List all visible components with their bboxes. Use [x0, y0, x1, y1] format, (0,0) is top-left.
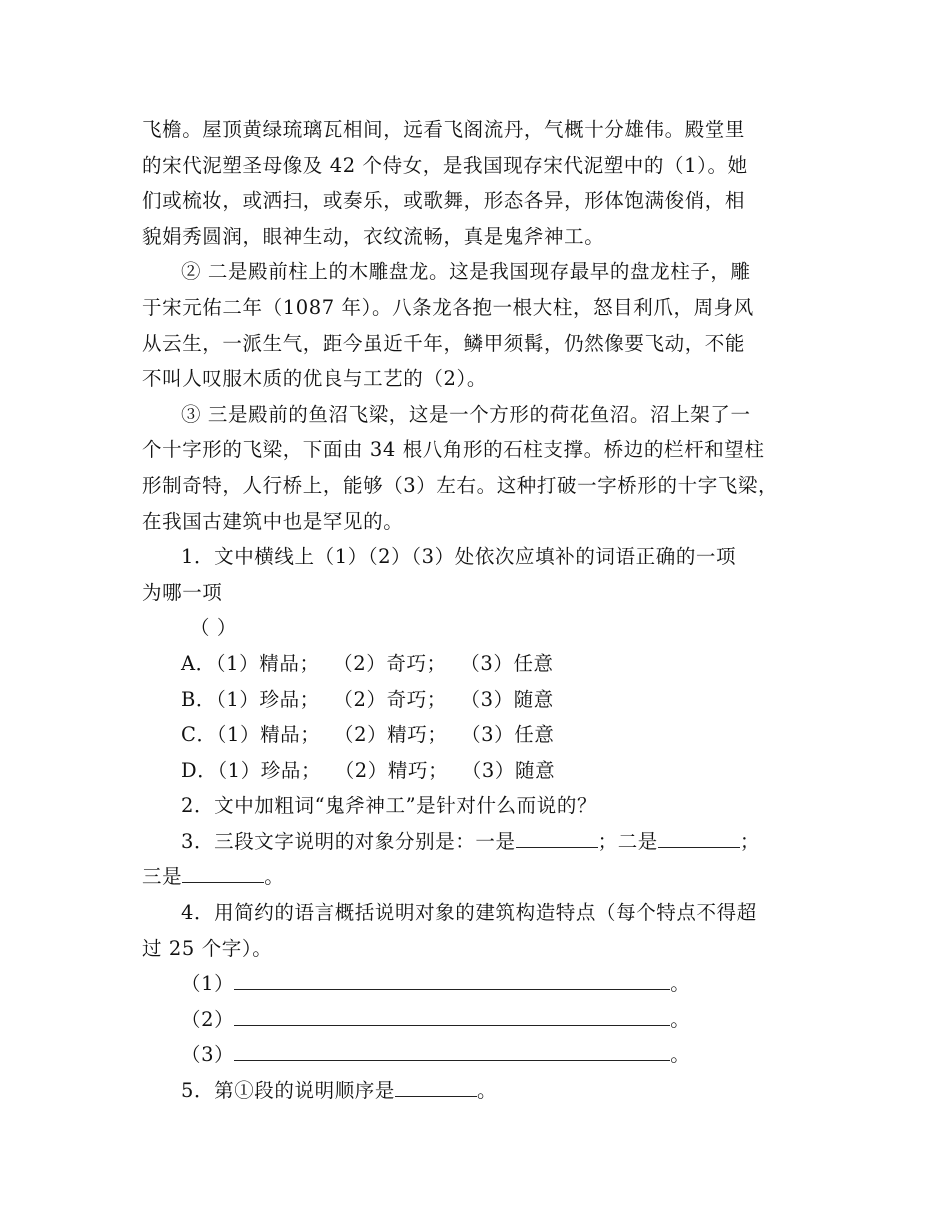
q4-answer-line — [142, 966, 814, 1002]
answer-blank[interactable] — [182, 860, 264, 883]
answer-blank[interactable] — [234, 1003, 670, 1026]
item-number: （1） — [181, 972, 235, 996]
option-a: A．（1）精品； （2）奇巧； （3）任意 — [181, 651, 554, 675]
q4-end: 。 — [670, 1007, 691, 1031]
para3-line: 个十字形的飞梁，下面由 34 根八角形的石柱支撑。桥边的栏杆和望柱 — [142, 438, 765, 462]
question-4: 4．用简约的语言概括说明对象的建筑构造特点（每个特点不得超 — [181, 901, 757, 925]
para3-line: 在我国古建筑中也是罕见的。 — [142, 509, 404, 533]
item-number: （3） — [181, 1043, 235, 1067]
option-c: C．（1）精品； （2）精巧； （3）任意 — [181, 723, 555, 747]
q4-end: 。 — [670, 972, 691, 996]
answer-blank[interactable] — [234, 1038, 670, 1061]
question-3-cont — [142, 859, 814, 895]
option-b: B．（1）珍品； （2）奇巧； （3）随意 — [181, 687, 554, 711]
q4-end: 。 — [670, 1043, 691, 1067]
q3-text: ；二是 — [597, 829, 658, 853]
question-3 — [142, 824, 814, 860]
q3-text: 三是 — [142, 865, 183, 889]
intro-line: 飞檐。屋顶黄绿琉璃瓦相间，远看飞阁流丹，气概十分雄伟。殿堂里 — [142, 118, 746, 141]
option-d: D．（1）珍品； （2）精巧； （3）随意 — [181, 758, 556, 782]
question-5 — [142, 1073, 814, 1109]
q4-answer-line — [142, 1037, 814, 1073]
para2-line: 从云生，一派生气，距今虽近千年，鳞甲须髯，仍然像要飞动，不能 — [142, 331, 746, 355]
intro-line: 们或梳妆，或洒扫，或奏乐，或歌舞，形态各异，形体饱满俊俏，相 — [142, 189, 746, 213]
q5-end: 。 — [477, 1079, 498, 1103]
q5-text: 5．第①段的说明顺序是 — [181, 1079, 396, 1103]
question-2: 2．文中加粗词“鬼斧神工”是针对什么而说的？ — [181, 794, 598, 818]
intro-line: 貌娟秀圆润，眼神生动，衣纹流畅，真是鬼斧神工。 — [142, 224, 605, 248]
question-1: 1．文中横线上（1）（2）（3）处依次应填补的词语正确的一项 — [181, 545, 737, 569]
para2-line: ② 二是殿前柱上的木雕盘龙。这是我国现存最早的盘龙柱子，雕 — [181, 260, 751, 284]
question-4-cont: 过 25 个字）。 — [142, 936, 273, 960]
para2-line: 于宋元佑二年（1087 年）。八条龙各抱一根大柱，怒目利爪，周身风 — [142, 295, 754, 319]
q3-text: 3．三段文字说明的对象分别是：一是 — [181, 829, 516, 853]
para2-line: 不叫人叹服木质的优良与工艺的（2）。 — [142, 367, 487, 391]
intro-line: 的宋代泥塑圣母像及 42 个侍女，是我国现存宋代泥塑中的（1）。她 — [142, 153, 748, 177]
answer-blank[interactable] — [516, 825, 598, 848]
answer-blank[interactable] — [658, 825, 740, 848]
question-1-cont: 为哪一项 — [142, 580, 223, 604]
item-number: （2） — [181, 1007, 235, 1031]
para3-line: 形制奇特，人行桥上，能够（3）左右。这种打破一字桥形的十字飞梁， — [142, 473, 779, 497]
q3-text: ； — [739, 829, 761, 853]
answer-blank[interactable] — [395, 1074, 477, 1097]
answer-blank[interactable] — [234, 967, 670, 990]
answer-bracket: （ ） — [190, 616, 237, 640]
document-page — [142, 112, 814, 1109]
q3-text: 。 — [264, 865, 285, 889]
para3-line: ③ 三是殿前的鱼沼飞梁，这是一个方形的荷花鱼沼。沼上架了一 — [181, 402, 751, 426]
q4-answer-line — [142, 1002, 814, 1038]
